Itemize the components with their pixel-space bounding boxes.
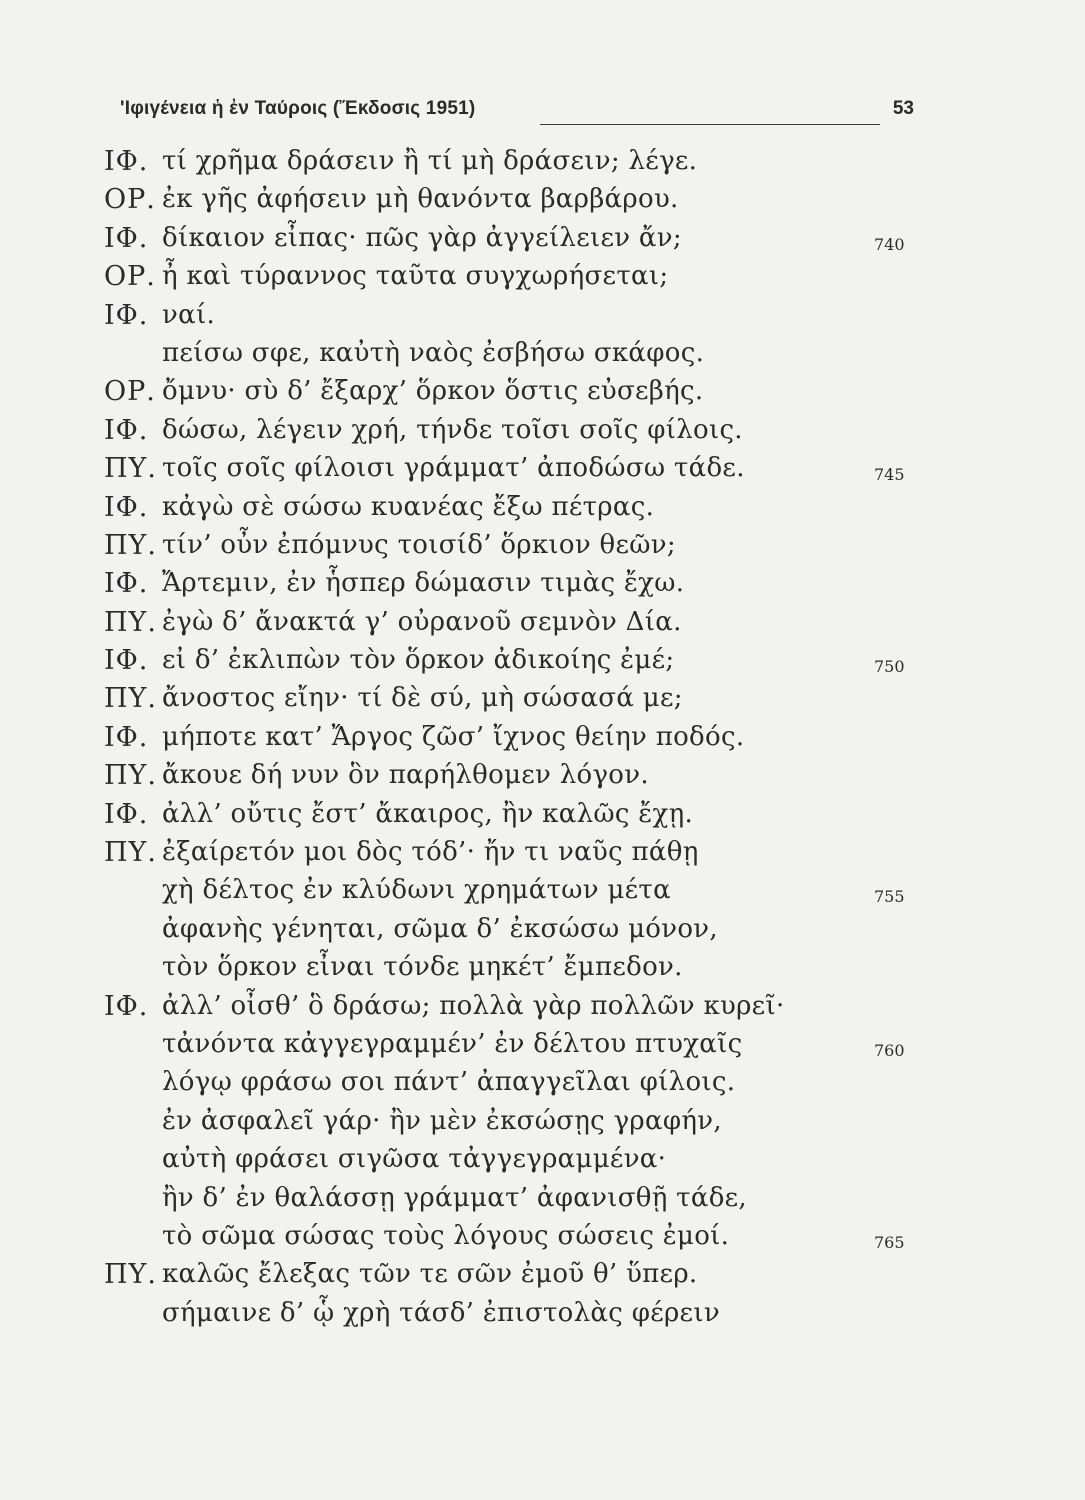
speaker-label: ΙΦ.	[104, 299, 149, 331]
speaker-label: ΠΥ.	[104, 1259, 157, 1291]
verse-line	[0, 447, 1085, 485]
verse-line	[0, 178, 1085, 216]
verse-line	[0, 1215, 1085, 1253]
speaker-label: ΙΦ.	[104, 222, 149, 254]
verse-text: τίν’ οὖν ἐπόμνυς τοισίδ’ ὅρκιον θεῶν;	[162, 529, 676, 560]
verse-line	[0, 716, 1085, 754]
verse-text: ναί.	[162, 299, 216, 330]
verse-line	[0, 409, 1085, 447]
line-number: 760	[874, 1040, 905, 1060]
speaker-label: ΙΦ.	[104, 414, 149, 446]
header-rule	[540, 124, 880, 125]
page-number: 53	[892, 98, 914, 119]
verse-line	[0, 639, 1085, 677]
verse-text: κἀγὼ σὲ σώσω κυανέας ἔξω πέτρας.	[162, 491, 655, 522]
speaker-label: ΠΥ.	[104, 683, 157, 715]
verse-text: δώσω, λέγειν χρή, τήνδε τοῖσι σοῖς φίλοις.	[162, 414, 743, 445]
verse-line	[0, 908, 1085, 946]
verse-line	[0, 754, 1085, 792]
verse-text: δίκαιον εἶπας· πῶς γὰρ ἀγγείλειεν ἄν;	[162, 222, 682, 253]
speaker-label: ΟΡ.	[104, 184, 156, 216]
verse-line	[0, 793, 1085, 831]
verse-line	[0, 1023, 1085, 1061]
verse-text: ἀλλ’ οὔτις ἔστ’ ἄκαιρος, ἢν καλῶς ἔχῃ.	[162, 798, 694, 829]
speaker-label: ΠΥ.	[104, 837, 157, 869]
verse-line	[0, 985, 1085, 1023]
speaker-label: ΠΥ.	[104, 453, 157, 485]
verse-text: αὐτὴ φράσει σιγῶσα τἀγγεγραμμένα·	[162, 1144, 667, 1175]
verse-text: ἐγὼ δ’ ἄνακτά γ’ οὐρανοῦ σεμνὸν Δία.	[162, 606, 682, 637]
verse-line	[0, 486, 1085, 524]
verse-text: τοῖς σοῖς φίλοισι γράμματ’ ἀποδώσω τάδε.	[162, 453, 745, 484]
line-number: 740	[874, 234, 905, 254]
speaker-label: ΟΡ.	[104, 376, 156, 408]
verse-text: μήποτε κατ’ Ἄργος ζῶσ’ ἴχνος θείην ποδός.	[162, 721, 745, 752]
verse-text: ἢν δ’ ἐν θαλάσσῃ γράμματ’ ἀφανισθῇ τάδε,	[162, 1182, 747, 1213]
line-number: 755	[874, 887, 905, 907]
verse-line	[0, 677, 1085, 715]
verse-text: ὄμνυ· σὺ δ’ ἔξαρχ’ ὅρκον ὅστις εὐσεβής.	[162, 376, 704, 407]
verse-text: λόγῳ φράσω σοι πάντ’ ἀπαγγεῖλαι φίλοις.	[162, 1067, 736, 1098]
header-title: 'Ιφιγένεια ἡ ἐν Ταύροις (Ἔκδοσις 1951)	[120, 98, 476, 119]
verse-text: Ἄρτεμιν, ἐν ἧσπερ δώμασιν τιμὰς ἔχω.	[162, 568, 685, 599]
verse-text: ἐξαίρετόν μοι δὸς τόδ’· ἤν τι ναῦς πάθῃ	[162, 837, 699, 868]
verse-line	[0, 370, 1085, 408]
verse-line	[0, 217, 1085, 255]
verse-text: ἀφανὴς γένηται, σῶμα δ’ ἐκσώσω μόνον,	[162, 913, 718, 944]
verse-text: ἄκουε δή νυν ὃν παρήλθομεν λόγον.	[162, 760, 649, 791]
verse-line	[0, 831, 1085, 869]
verse-text: πείσω σφε, καὐτὴ ναὸς ἐσβήσω σκάφος.	[162, 337, 705, 368]
verse-text: ἀλλ’ οἶσθ’ ὃ δράσω; πολλὰ γὰρ πολλῶν κυρεῖ·	[162, 990, 785, 1021]
verse-text: ἐκ γῆς ἀφήσειν μὴ θανόντα βαρβάρου.	[162, 184, 679, 215]
verse-line	[0, 255, 1085, 293]
verse-line	[0, 1177, 1085, 1215]
line-number: 745	[874, 465, 905, 485]
speaker-label: ΙΦ.	[104, 568, 149, 600]
speaker-label: ΠΥ.	[104, 606, 157, 638]
speaker-label: ΙΦ.	[104, 721, 149, 753]
verse-text: τὸ σῶμα σώσας τοὺς λόγους σώσεις ἐμοί.	[162, 1220, 730, 1251]
verse-line	[0, 601, 1085, 639]
speaker-label: ΟΡ.	[104, 261, 156, 293]
verse-text: τὸν ὅρκον εἶναι τόνδε μηκέτ’ ἔμπεδον.	[162, 952, 683, 983]
verse-line	[0, 1100, 1085, 1138]
verse-text: καλῶς ἔλεξας τῶν τε σῶν ἐμοῦ θ’ ὕπερ.	[162, 1259, 698, 1290]
verse-line	[0, 524, 1085, 562]
speaker-label: ΙΦ.	[104, 645, 149, 677]
verse-text: εἰ δ’ ἐκλιπὼν τὸν ὅρκον ἀδικοίης ἐμέ;	[162, 645, 675, 676]
verse-text: τί χρῆμα δράσειν ἢ τί μὴ δράσειν; λέγε.	[162, 146, 698, 176]
verse-line	[0, 1061, 1085, 1099]
verse-line	[0, 140, 1085, 178]
verse-line	[0, 332, 1085, 370]
speaker-label: ΙΦ.	[104, 990, 149, 1022]
verse-text: ἄνοστος εἴην· τί δὲ σύ, μὴ σώσασά με;	[162, 683, 683, 714]
verse-text: σήμαινε δ’ ᾧ χρὴ τάσδ’ ἐπιστολὰς φέρειν	[162, 1297, 720, 1328]
verse-block	[0, 140, 1085, 1330]
verse-line	[0, 1253, 1085, 1291]
verse-text: χὴ δέλτος ἐν κλύδωνι χρημάτων μέτα	[162, 875, 671, 906]
speaker-label: ΠΥ.	[104, 760, 157, 792]
verse-line	[0, 946, 1085, 984]
verse-line	[0, 869, 1085, 907]
speaker-label: ΙΦ.	[104, 798, 149, 830]
verse-line	[0, 1138, 1085, 1176]
running-header	[120, 98, 920, 128]
verse-text: ἐν ἀσφαλεῖ γάρ· ἢν μὲν ἐκσώσῃς γραφήν,	[162, 1105, 722, 1136]
speaker-label: ΠΥ.	[104, 529, 157, 561]
verse-line	[0, 294, 1085, 332]
verse-text: ἦ καὶ τύραννος ταῦτα συγχωρήσεται;	[162, 261, 669, 292]
verse-line	[0, 1292, 1085, 1330]
speaker-label: ΙΦ.	[104, 146, 149, 177]
verse-text: τἀνόντα κἀγγεγραμμέν’ ἐν δέλτου πτυχαῖς	[162, 1028, 743, 1059]
verse-line	[0, 562, 1085, 600]
speaker-label: ΙΦ.	[104, 491, 149, 523]
line-number: 765	[874, 1232, 905, 1252]
line-number: 750	[874, 657, 905, 677]
